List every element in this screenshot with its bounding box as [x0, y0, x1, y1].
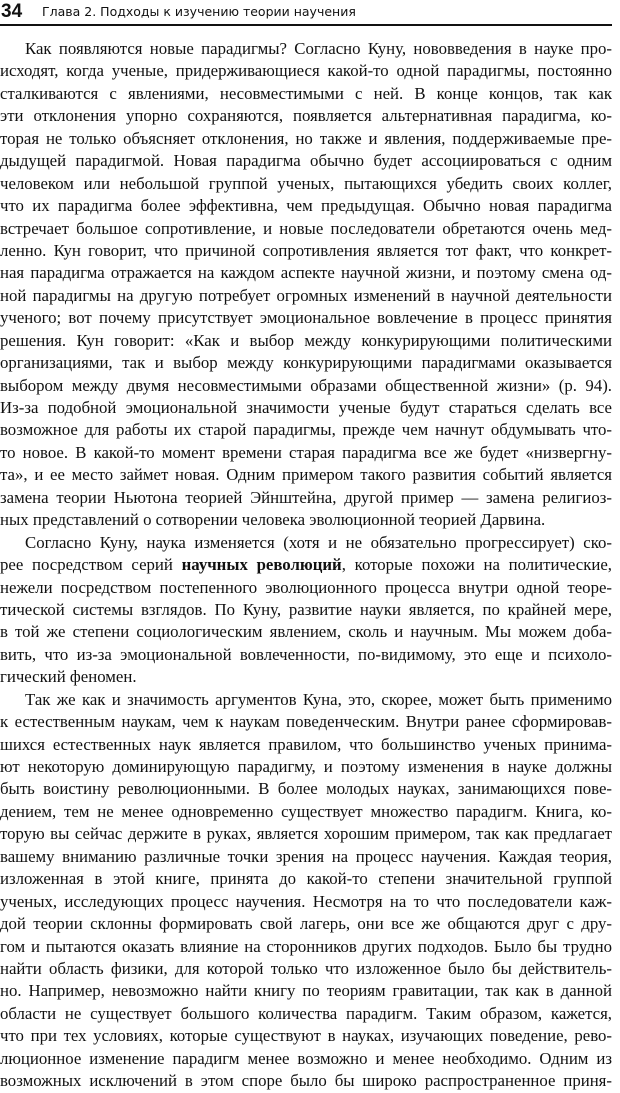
text-line: нежели посредством постепенного эволюционного процесса внутри одной теоре-	[0, 577, 612, 597]
text-line: быть воистину революционными. В более молодых науках, занимающихся пове-	[0, 779, 612, 799]
text-line: торую вы сейчас держите в руках, является хорошим примером, так как предлагает	[0, 824, 612, 844]
text-line: выбором между двумя несовместимыми образами общественной жизни» (р. 94).	[0, 375, 612, 395]
text-line: эти отклонения упорно сохраняются, появляется альтернативная парадигма, ко-	[0, 106, 612, 126]
page-header	[0, 0, 620, 28]
text-line: торая не только объясняет отклонения, но также и явления, поддерживаемые пре-	[0, 128, 612, 148]
text-line: ленно. Кун говорит, что причиной сопротивления является тот факт, что конкрет-	[0, 240, 612, 260]
text-line: Из-за подобной эмоциональной значимости ученые будут стараться сделать все	[0, 398, 612, 417]
text-line: к естественным наукам, чем к наукам поведенческим. Внутри ранее сформировав-	[0, 712, 612, 732]
text-run: рее посредством серий	[0, 555, 182, 575]
paragraph-2	[0, 532, 612, 689]
text-line: возможное для работы их старой парадигмы, прежде чем начнут обдумывать что-	[0, 420, 612, 440]
text-line: Так же как и значимость аргументов Куна, это, скорее, может быть применимо	[25, 689, 612, 709]
text-line: та», и ее место займет новая. Одним примером такого развития событий является	[0, 465, 612, 485]
text-line: дой теории склонны формировать свой лагерь, они все же общаются друг с дру-	[0, 914, 612, 934]
text-line: дыдущей парадигмой. Новая парадигма обычно будет ассоциироваться с одним	[0, 151, 612, 171]
text-line: замена теории Ньютона теорией Эйнштейна, другой пример — замена религиоз-	[0, 487, 612, 507]
text-line: возможных исключений в этом споре было бы широко распространенное приня-	[0, 1071, 612, 1091]
text-line: организациями, так и выбор между конкурирующими парадигмами оказывается	[0, 353, 612, 373]
text-line: гический феномен.	[0, 667, 137, 687]
text-line: вить, что из-за эмоциональной вовлеченности, по-видимому, это еще и психоло-	[0, 644, 612, 664]
text-line: но. Например, невозможно найти книгу по теориям гравитации, так как в данной	[0, 981, 612, 1001]
paragraph-1	[0, 38, 612, 532]
header-rule	[0, 24, 612, 26]
running-head: Глава 2. Подходы к изучению теории научения	[42, 4, 356, 19]
text-line: сталкиваются с явлениями, несовместимыми с ней. В конце концов, так как	[0, 83, 612, 103]
text-line	[0, 554, 612, 576]
text-line: шихся естественных наук является правилом, что большинство ученых принима-	[0, 734, 612, 754]
text-line: Как появляются новые парадигмы? Согласно Куну, нововведения в науке про-	[25, 39, 612, 58]
text-line: ных представлений о сотворении человека эволюционной теорией Дарвина.	[0, 510, 546, 530]
bold-term: научных революций	[181, 555, 342, 575]
text-line: ют некоторую доминирующую парадигму, и поэтому изменения в науке должны	[0, 757, 612, 776]
paragraph-3	[0, 689, 612, 1093]
text-line: в той же степени социологическим явлением, сколь и научным. Мы можем доба-	[0, 622, 612, 642]
text-line: то новое. В какой-то момент времени старая парадигма все же будет «низвергну-	[0, 442, 612, 462]
text-line: встречает большое сопротивление, и новые последователи обретаются очень мед-	[0, 218, 612, 238]
text-line: что при тех условиях, которые существуют в науках, изучающих поведение, рево-	[0, 1026, 612, 1046]
text-line: решения. Кун говорит: «Как и выбор между конкурирующими политическими	[0, 330, 612, 350]
page-number: 34	[1, 1, 23, 22]
text-line: человеком или небольшой группой ученых, пытающихся убедить своих коллег,	[0, 173, 612, 193]
text-line: области не существует большого количества парадигм. Таким образом, кажется,	[0, 1003, 612, 1023]
text-line: ная парадигма отражается на каждом аспекте научной жизни, и поэтому смена од-	[0, 263, 612, 283]
text-line: найти область физики, для которой только что изложенное было бы действитель-	[0, 958, 612, 978]
text-line: люционное изменение парадигм менее возможно и менее необходимо. Одним из	[0, 1048, 612, 1068]
text-run: , которые похожи на политические,	[341, 555, 612, 575]
text-line: ученых, исследующих процесс научения. Несмотря на то что последователи каж-	[0, 891, 612, 911]
text-line: что их парадигма более эффективна, чем предыдущая. Обычно новая парадигма	[0, 196, 612, 216]
text-line: дением, тем не менее одновременно существует множество парадигм. Книга, ко-	[0, 801, 612, 821]
text-line: изложенная в этой книге, принята до какой-то степени значительной группой	[0, 869, 612, 889]
text-line: тической системы взглядов. По Куну, развитие науки является, по крайней мере,	[0, 599, 612, 619]
text-line: ученого; вот почему присутствует эмоциональное вовлечение в процесс принятия	[0, 308, 612, 328]
text-line: гом и пытаются оказать влияние на сторонников других подходов. Было бы трудно	[0, 936, 612, 956]
text-line: ной парадигмы на другую потребует огромных изменений в научной деятельности	[0, 285, 612, 305]
text-line: Согласно Куну, наука изменяется (хотя и не обязательно прогрессирует) ско-	[25, 532, 612, 552]
text-line: исходят, когда ученые, придерживающиеся какой-то одной парадигмы, постоянно	[0, 61, 612, 81]
body-text	[0, 38, 612, 1093]
text-line: вашему вниманию различные точки зрения на процесс научения. Каждая теория,	[0, 846, 612, 866]
